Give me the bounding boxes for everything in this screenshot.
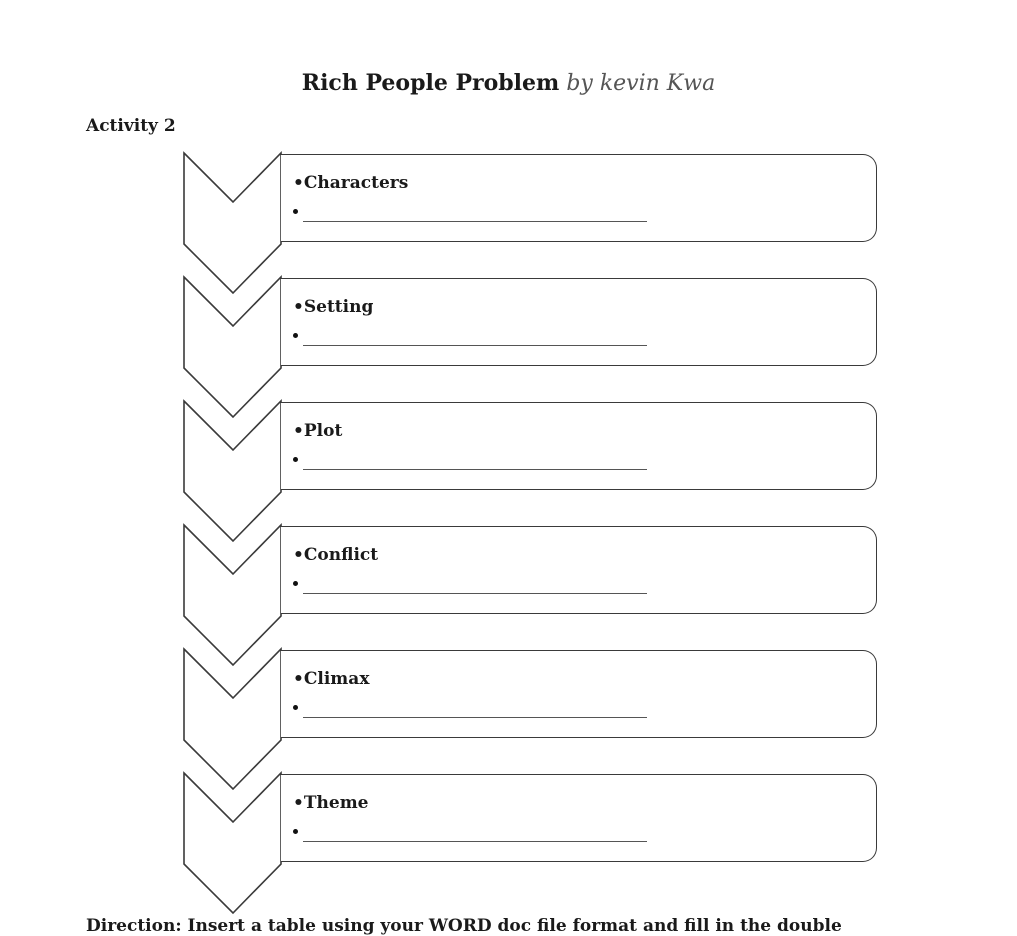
answer-line[interactable] [293, 453, 653, 473]
answer-line[interactable] [293, 205, 653, 225]
chevron-arrow [184, 401, 281, 541]
bullet-dot [293, 333, 298, 338]
blank-rule [303, 841, 647, 842]
direction-text: Direction: Insert a table using your WORD doc file format and fill in the double [86, 916, 842, 936]
bullet-dot [293, 457, 298, 462]
blank-rule [303, 593, 647, 594]
story-author: by kevin Kwa [566, 71, 716, 96]
blank-rule [303, 221, 647, 222]
bullet-dot [293, 705, 298, 710]
blank-rule [303, 469, 647, 470]
activity-heading: Activity 2 [86, 116, 176, 136]
answer-line[interactable] [293, 577, 653, 597]
chevron-arrow [184, 153, 281, 293]
step-box-setting [281, 278, 877, 366]
bullet-dot [293, 581, 298, 586]
step-label: •Theme [293, 793, 369, 813]
story-title: Rich People Problem [301, 70, 560, 96]
step-label: •Setting [293, 297, 374, 317]
chevron-arrow [184, 525, 281, 665]
blank-rule [303, 717, 647, 718]
answer-line[interactable] [293, 701, 653, 721]
chevron-arrow [184, 277, 281, 417]
step-label: •Climax [293, 669, 370, 689]
step-box-characters [281, 154, 877, 242]
step-box-theme [281, 774, 877, 862]
step-label: •Conflict [293, 545, 379, 565]
step-box-climax [281, 650, 877, 738]
step-label: •Plot [293, 421, 343, 441]
step-label: •Characters [293, 173, 409, 193]
bullet-dot [293, 209, 298, 214]
bullet-dot [293, 829, 298, 834]
answer-line[interactable] [293, 825, 653, 845]
step-box-plot [281, 402, 877, 490]
chevron-arrow [184, 649, 281, 789]
blank-rule [303, 345, 647, 346]
chevron-arrow [184, 773, 281, 913]
answer-line[interactable] [293, 329, 653, 349]
step-box-conflict [281, 526, 877, 614]
